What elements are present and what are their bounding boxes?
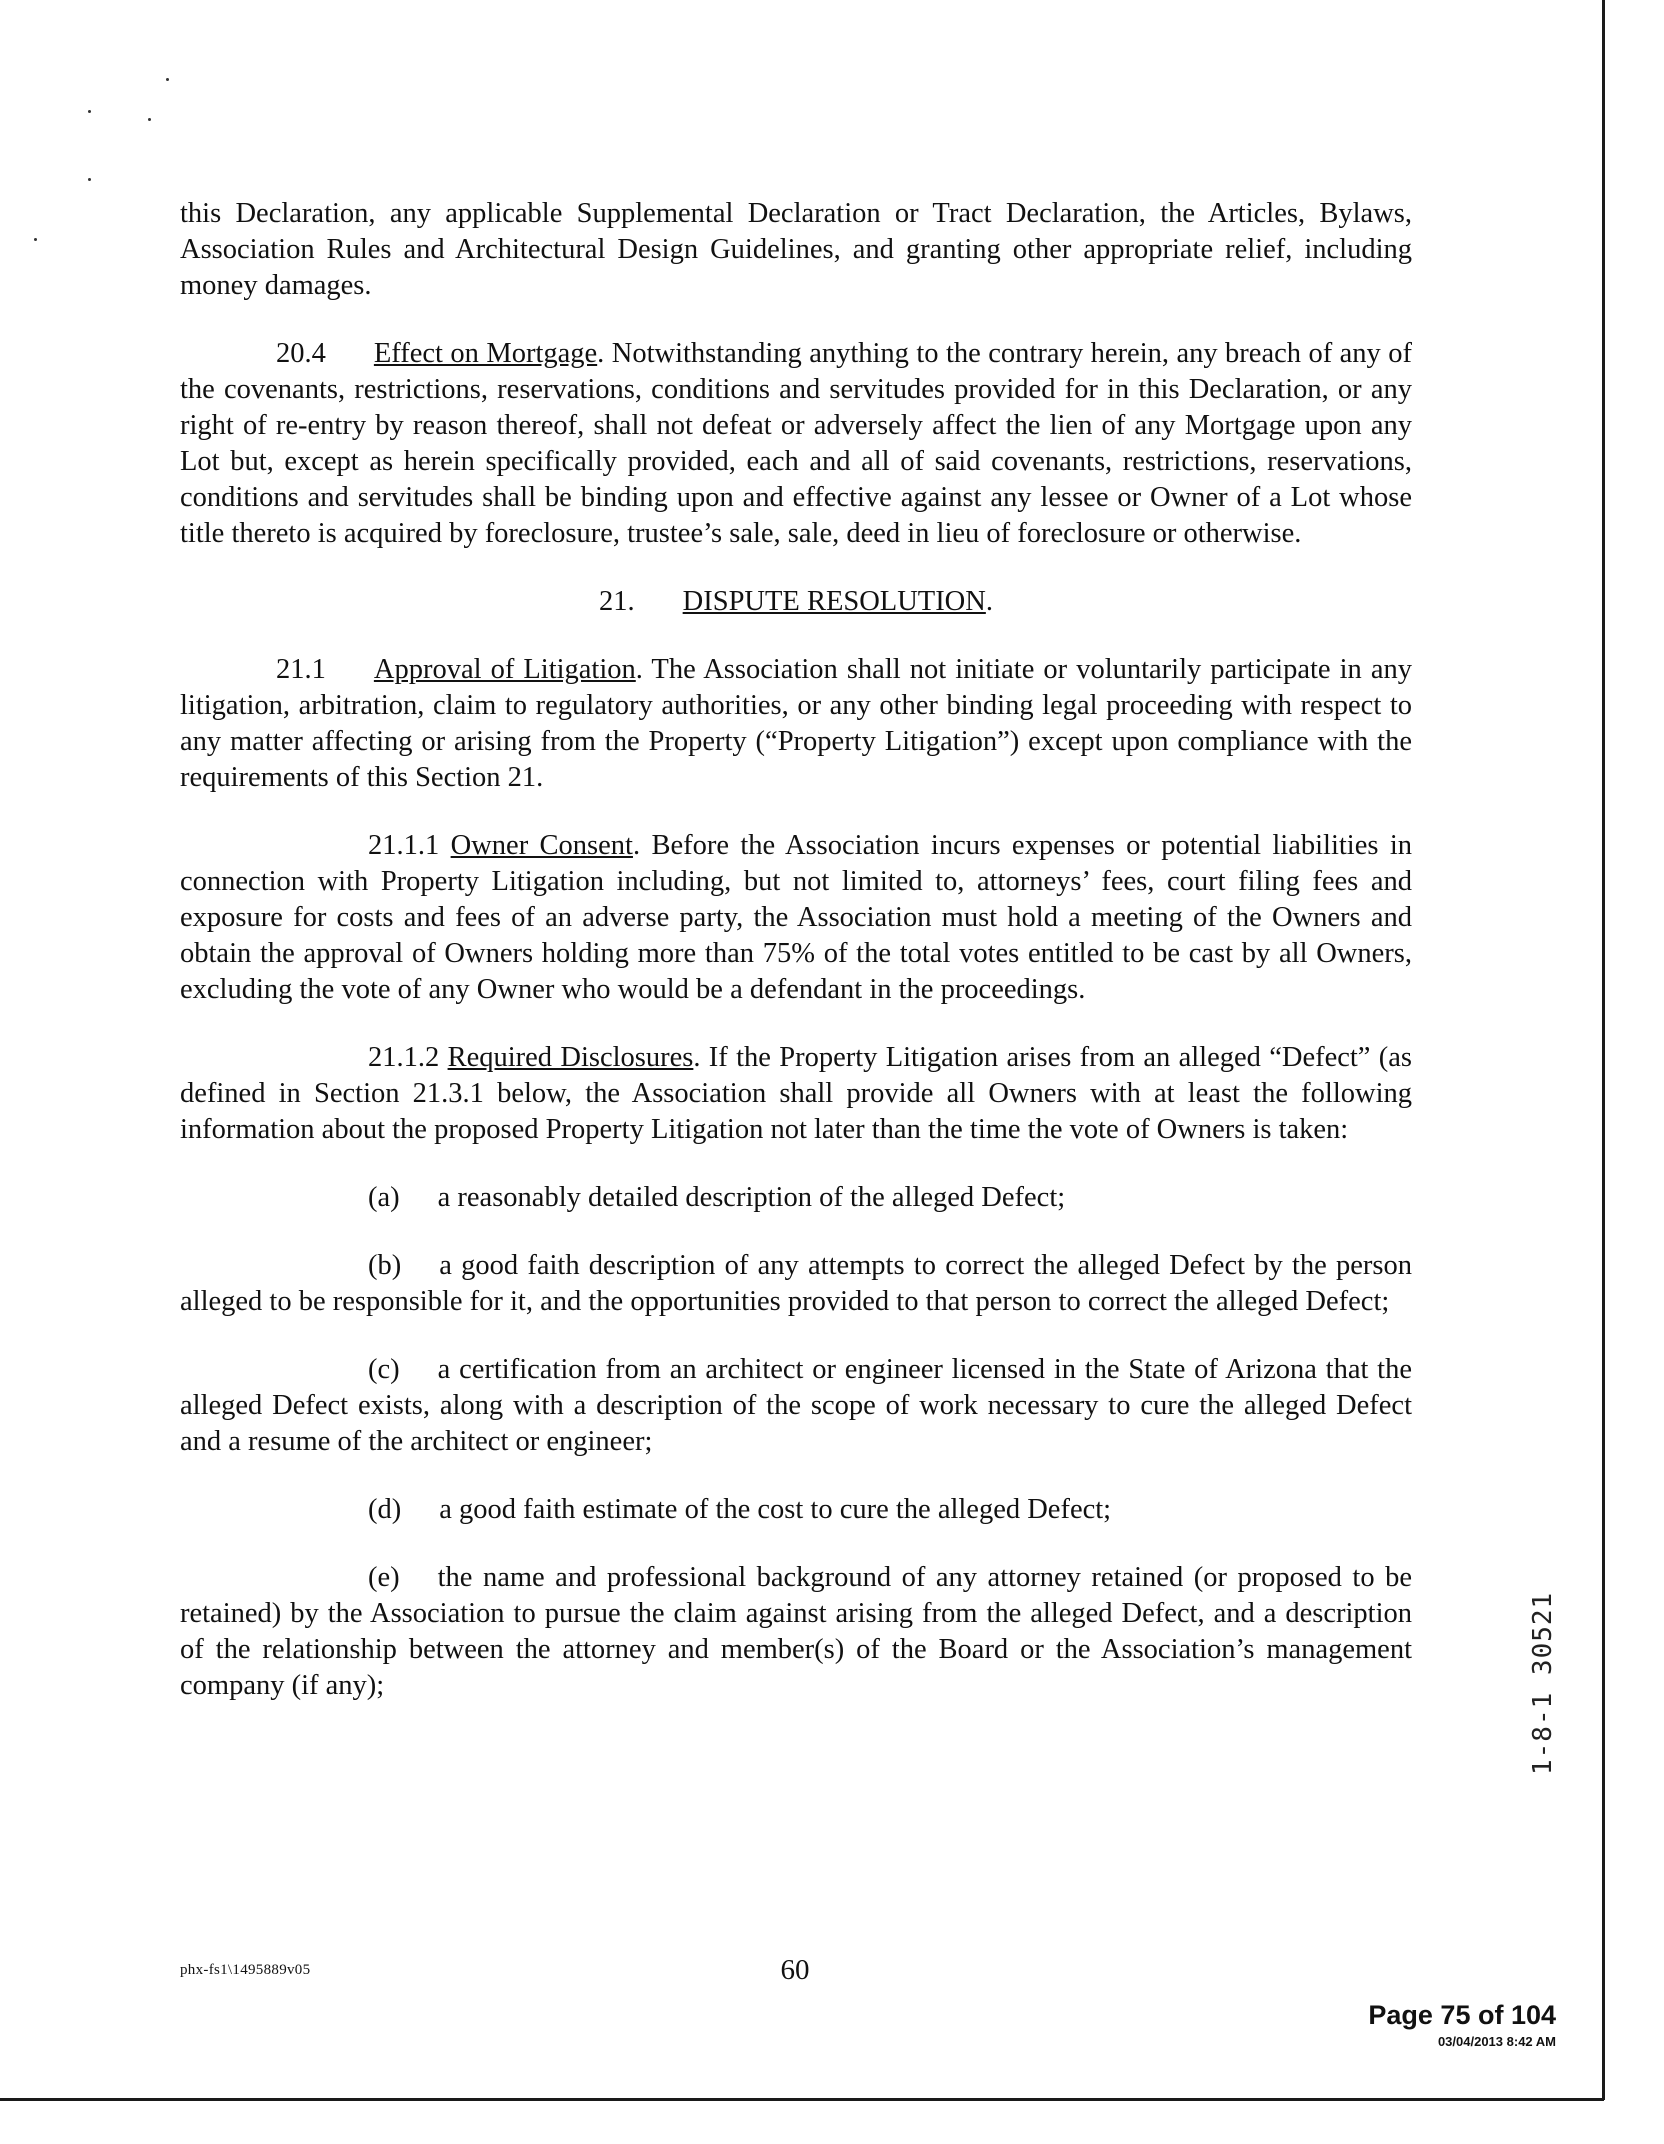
- list-item-text: the name and professional background of any attorney retained (or proposed to be retained) by the Association to pursue the claim against arising from the alleged Defect, and a description of the relationship between the attorney and member(s) of the Board or the Association’s management company (if any);: [180, 1562, 1412, 1701]
- scan-speck: [34, 238, 37, 241]
- list-item-text: a reasonably detailed description of the alleged Defect;: [437, 1182, 1066, 1213]
- section-number: 21.1.1: [368, 830, 440, 861]
- document-id: phx-fs1\1495889v05: [180, 1962, 311, 1978]
- section-20-4: [180, 336, 1412, 552]
- section-21-heading: [180, 584, 1412, 620]
- list-item-label: (b): [368, 1250, 402, 1281]
- section-title: Required Disclosures: [447, 1042, 694, 1073]
- list-item-label: (d): [368, 1494, 402, 1525]
- page-border-right: [1602, 0, 1605, 2100]
- margin-stamp-code: 1-8-1 30521: [1528, 1591, 1558, 1775]
- section-title: Effect on Mortgage: [373, 338, 598, 369]
- list-item: [180, 1492, 1412, 1528]
- intro-paragraph: this Declaration, any applicable Supplemental Declaration or Tract Declaration, the Articles, Bylaws, Association Rules and Architectural Design Guidelines, and granting other appropriate relief, including money damages.: [180, 198, 1412, 301]
- section-number: 21.1.2: [368, 1042, 440, 1073]
- list-item: [180, 1352, 1412, 1460]
- scan-speck: [88, 178, 91, 181]
- list-item: [180, 1248, 1412, 1320]
- section-text: . Before the Association incurs expenses or potential liabilities in connection with Property Litigation including, but not limited to, attorneys’ fees, court filing fees and exposure for costs and fees of an adverse party, the Association must hold a meeting of the Owners and obtain the approval of Owners holding more than 75% of the total votes entitled to be cast by all Owners, excluding the vote of any Owner who would be a defendant in the proceedings.: [180, 830, 1412, 1005]
- heading-title: DISPUTE RESOLUTION: [682, 586, 986, 617]
- list-item-text: a good faith estimate of the cost to cure the alleged Defect;: [439, 1494, 1112, 1525]
- list-item-label: (a): [368, 1182, 400, 1213]
- page-border-bottom: [0, 2098, 1604, 2101]
- section-21-1-1: [180, 828, 1412, 1008]
- page-number: 60: [780, 1954, 810, 1986]
- section-number: 21.1: [276, 654, 326, 685]
- section-text: . The Association shall not initiate or voluntarily participate in any litigation, arbitration, claim to regulatory authorities, or any other binding legal proceeding with respect to any matter affecting or arising from the Property (“Property Litigation”) except upon compliance with the requirements of this Section 21.: [180, 654, 1412, 793]
- section-number: 20.4: [276, 338, 326, 369]
- section-21-1: [180, 652, 1412, 796]
- section-title: Approval of Litigation: [373, 654, 636, 685]
- scan-speck: [166, 78, 169, 81]
- list-item-label: (e): [368, 1562, 400, 1593]
- section-text: . If the Property Litigation arises from an alleged “Defect” (as defined in Section 21.3.1 below, the Association shall provide all Owners with at least the following information about the proposed Property Litigation not later than the time the vote of Owners is taken:: [180, 1042, 1413, 1145]
- list-item-text: a good faith description of any attempts to correct the alleged Defect by the person alleged to be responsible for it, and the opportunities provided to that person to correct the alleged Defect;: [180, 1250, 1412, 1317]
- heading-number: 21.: [599, 586, 635, 617]
- section-title: Owner Consent: [450, 830, 633, 861]
- list-item: [180, 1180, 1412, 1216]
- section-text: . Notwithstanding anything to the contrary herein, any breach of any of the covenants, restrictions, reservations, conditions and servitudes provided for in this Declaration, or any right of re-entry by reason thereof, shall not defeat or adversely affect the lien of any Mortgage upon any Lot but, except as herein specifically provided, each and all of said covenants, restrictions, reservations, conditions and servitudes shall be binding upon and effective against any lessee or Owner of a Lot whose title thereto is acquired by foreclosure, trustee’s sale, sale, deed in lieu of foreclosure or otherwise.: [180, 338, 1412, 549]
- timestamp: 03/04/2013 8:42 AM: [1437, 2034, 1556, 2049]
- scan-speck: [148, 118, 151, 121]
- heading-period: .: [985, 586, 993, 617]
- list-item-label: (c): [368, 1354, 400, 1385]
- list-item: [180, 1560, 1412, 1704]
- section-21-1-2: [180, 1040, 1412, 1148]
- page-count: Page 75 of 104: [1368, 2000, 1556, 2030]
- document-body: [180, 196, 1412, 1704]
- list-item-text: a certification from an architect or engineer licensed in the State of Arizona that the alleged Defect exists, along with a description of the scope of work necessary to cure the alleged Defect and a resume of the architect or engineer;: [180, 1354, 1412, 1457]
- scan-speck: [88, 110, 91, 113]
